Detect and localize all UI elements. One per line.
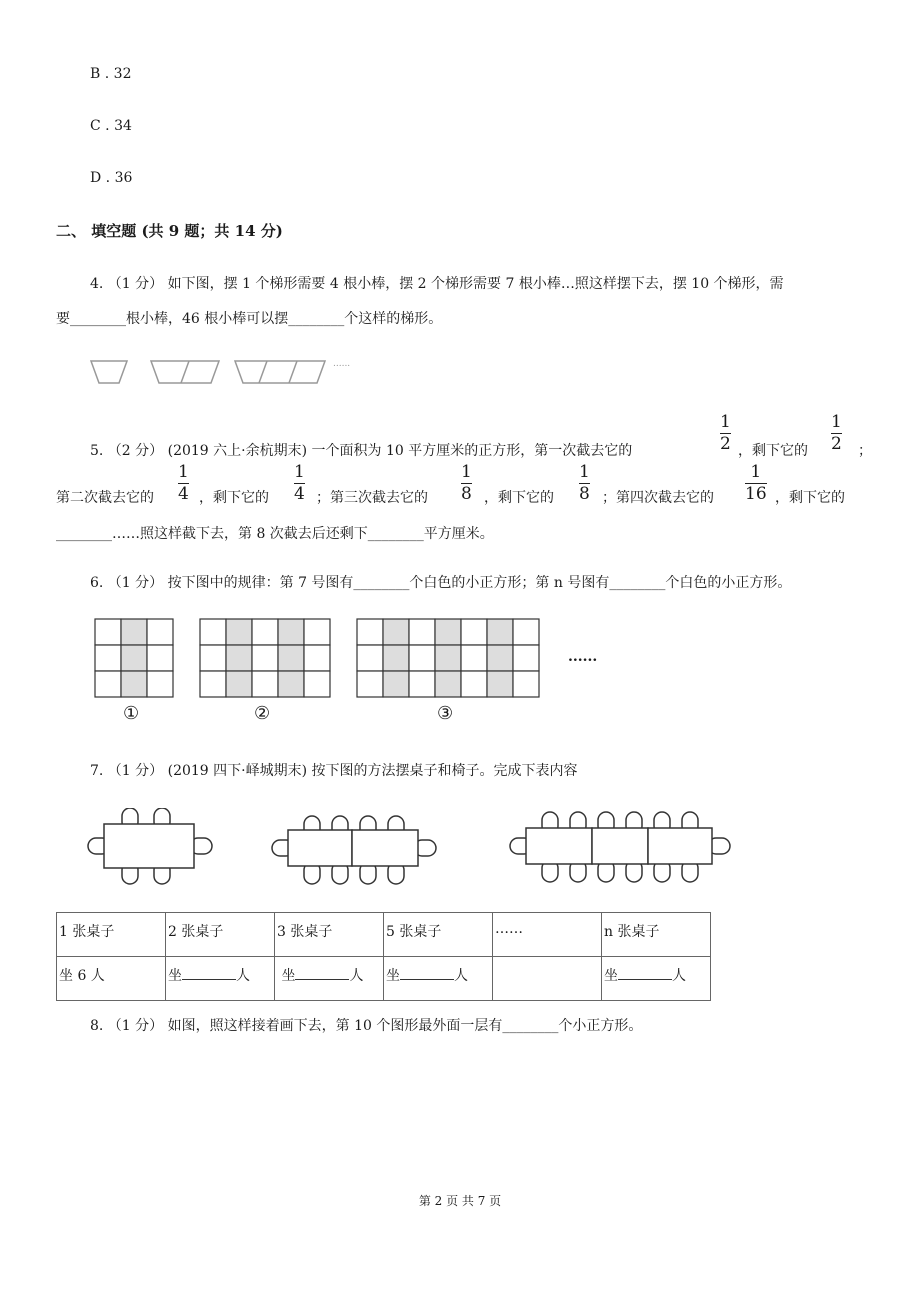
fraction — [745, 464, 767, 503]
table-header-cell: 1 张桌子 — [57, 913, 166, 957]
table-row — [57, 957, 711, 1001]
option-b: B . 32 — [90, 66, 132, 82]
table-header-cell: 3 张桌子 — [275, 913, 384, 957]
table-header-cell: …… — [493, 913, 602, 957]
fraction-denominator: 4 — [178, 484, 189, 504]
table-header-cell: 2 张桌子 — [166, 913, 275, 957]
figure-label-1: ① — [123, 703, 140, 724]
fraction-denominator: 8 — [579, 484, 590, 504]
trapezoid-1 — [91, 361, 127, 383]
answer-blank[interactable] — [400, 965, 454, 980]
fraction-numerator: 1 — [178, 462, 189, 482]
table-arrangement-2 — [272, 816, 436, 884]
q5-line2-b: ，剩下它的 — [199, 490, 269, 506]
fraction — [831, 414, 842, 453]
grid-pattern-2 — [200, 619, 330, 697]
q5-line2-d: ，剩下它的 — [484, 490, 554, 506]
q5-line2-a: 第二次截去它的 — [56, 490, 154, 506]
fraction-denominator: 4 — [294, 484, 305, 504]
answer-blank[interactable] — [618, 965, 672, 980]
option-letter: C — [90, 118, 101, 134]
seating-table — [56, 912, 711, 1001]
cell-unit: 人 — [672, 968, 686, 984]
q8-text: 8. （1 分） 如图，照这样接着画下去，第 10 个图形最外面一层有________个小正方形。 — [90, 1018, 643, 1034]
answer-blank[interactable] — [295, 965, 349, 980]
option-letter: B — [90, 66, 101, 82]
table-row — [57, 913, 711, 957]
tables-chairs-figure — [84, 808, 744, 888]
cell-unit: 人 — [236, 968, 250, 984]
q4-line2: 要________根小棒，46 根小棒可以摆________个这样的梯形。 — [56, 311, 443, 327]
grid-figure — [94, 618, 544, 700]
table-arrangement-1 — [88, 808, 212, 884]
q7-text: 7. （1 分） (2019 四下·峄城期末) 按下图的方法摆桌子和椅子。完成下表内容 — [90, 763, 578, 779]
q5-line2-e: ；第四次截去它的 — [602, 490, 714, 506]
cell-text: 坐 6 人 — [59, 968, 105, 984]
cell-unit: 人 — [454, 968, 468, 984]
cell-text: 坐 — [281, 968, 296, 984]
fraction — [178, 464, 189, 503]
fraction-numerator: 1 — [461, 462, 472, 482]
table-cell — [493, 957, 602, 1001]
q5-line3: ________……照这样截下去，第 8 次截去后还剩下________平方厘米。 — [56, 526, 494, 542]
page-footer: 第 2 页 共 7 页 — [418, 1194, 502, 1208]
section-title: 二、 填空题 (共 9 题；共 14 分) — [56, 222, 283, 240]
table-cell[interactable] — [602, 957, 711, 1001]
fraction-denominator: 16 — [745, 484, 767, 504]
q5-line2-c: ；第三次截去它的 — [316, 490, 428, 506]
option-text: 36 — [114, 170, 133, 186]
fraction — [720, 414, 731, 453]
cell-unit: 人 — [349, 968, 364, 984]
q5-line2-f: ，剩下它的 — [775, 490, 845, 506]
fraction-denominator: 2 — [831, 434, 842, 454]
q5-line1-mid: ，剩下它的 — [738, 443, 808, 459]
cell-text: 坐 — [168, 968, 182, 984]
q5-line1-text: 5. （2 分） (2019 六上·余杭期末) 一个面积为 10 平方厘米的正方形，第一次截去它的 — [90, 443, 633, 459]
q5-line1-end: ； — [858, 443, 872, 459]
fraction-numerator: 1 — [579, 462, 590, 482]
table-arrangement-3 — [510, 812, 730, 882]
option-c: C . 34 — [90, 118, 132, 134]
fraction-numerator: 1 — [831, 412, 842, 432]
fraction-numerator: 1 — [750, 462, 762, 482]
table-header-cell: 5 张桌子 — [384, 913, 493, 957]
q6-dots: ...... — [568, 649, 598, 665]
cell-text: 坐 — [604, 968, 618, 984]
fraction-numerator: 1 — [720, 412, 731, 432]
option-text: 34 — [114, 118, 132, 134]
option-text: 32 — [113, 66, 132, 82]
table-cell[interactable] — [166, 957, 275, 1001]
fraction — [461, 464, 472, 503]
table-header-cell: n 张桌子 — [602, 913, 711, 957]
q4-line1: 4. （1 分） 如下图，摆 1 个梯形需要 4 根小棒，摆 2 个梯形需要 7 根小棒…照这样摆下去，摆 10 个梯形，需 — [90, 276, 784, 292]
figure-label-2: ② — [254, 703, 271, 724]
grid-pattern-1 — [95, 619, 173, 697]
table-cell[interactable] — [384, 957, 493, 1001]
q4-dots: ...... — [333, 359, 351, 369]
fraction — [294, 464, 305, 503]
option-letter: D — [90, 170, 102, 186]
fraction-denominator: 2 — [720, 434, 731, 454]
fraction-numerator: 1 — [294, 462, 305, 482]
q6-text: 6. （1 分） 按下图中的规律：第 7 号图有________个白色的小正方形；第 n 号图有________个白色的小正方形。 — [90, 575, 792, 591]
fraction-denominator: 8 — [461, 484, 472, 504]
table-cell[interactable] — [275, 957, 384, 1001]
trapezoid-figure — [85, 355, 355, 391]
cell-text: 坐 — [386, 968, 400, 984]
fraction — [579, 464, 590, 503]
answer-blank[interactable] — [182, 965, 236, 980]
figure-label-3: ③ — [437, 703, 454, 724]
option-d: D . 36 — [90, 170, 133, 186]
trapezoid-3 — [235, 361, 325, 383]
table-cell — [57, 957, 166, 1001]
grid-pattern-3 — [357, 619, 539, 697]
